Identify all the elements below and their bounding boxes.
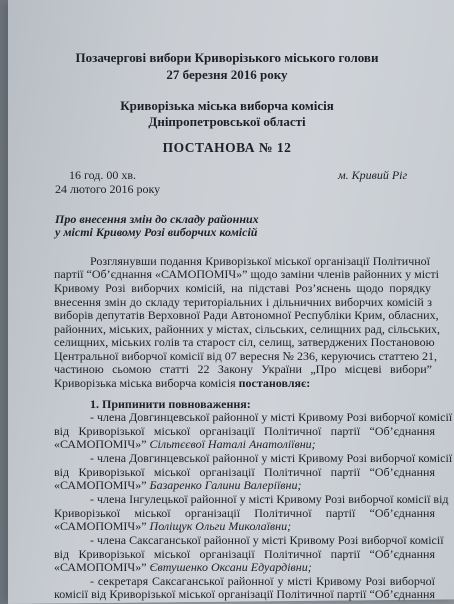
resolution-date: 24 лютого 2016 року [55, 182, 161, 196]
preamble-line: партії “Об’єднання «САМОПОМІЧ»” щодо заміни членів районних у місті [54, 267, 439, 281]
preamble-line: внесення змін до складу територіальних і дільничних виборчих комісій з [54, 295, 432, 309]
item-name-line [54, 479, 301, 492]
preamble-line: селищних, міських голів та старост сіл, селищ, затверджених Постановою [54, 335, 435, 349]
resolution-city: м. Кривий Ріг [338, 168, 408, 182]
item-name-prefix: «САМОПОМІЧ»” [54, 478, 150, 492]
item-person-name: Базаренко Галини Валеріївни; [149, 478, 302, 492]
item-org: від Криворізької міської організації Політичної партії “Об’єднання [54, 424, 435, 438]
preamble-last-plain: Криворізька міська виборча комісія [54, 376, 239, 390]
preamble-line: Кривому Розі виборчих комісій, на підставі Роз’яснень щодо порядку [54, 281, 431, 295]
commission-region: Дніпропетровської області [148, 114, 306, 129]
preamble-line: виборів депутатів Верховної Ради Автономної Республіки Крим, обласних, [54, 308, 439, 322]
commission-name: Криворізька міська виборча комісія [120, 98, 334, 113]
item-role: - члена Інгулецької районної у місті Кривому Розі виборчої комісії від [90, 492, 449, 506]
resolves-word: постановляє: [238, 376, 311, 390]
item-name-prefix: «САМОПОМІЧ»” [54, 560, 150, 574]
item-person-name: Євтушенко Оксани Едуардівни; [149, 560, 312, 574]
item-org: комісії від Криворізької міської організації Політичної партії “Об’єднання [54, 587, 435, 601]
item-name-prefix: «САМОПОМІЧ»” [54, 519, 150, 533]
item-role: - члена Саксаганської районної у місті Кривому Розі виборчої комісії [90, 533, 444, 547]
preamble-last-line [54, 377, 310, 390]
preamble-line: частиною сьомою статті 22 Закону України „Про місцеві вибори” [54, 362, 432, 376]
item-org: Криворізької міської організації Політичної партії “Об’єднання [54, 506, 435, 520]
item-name-line [54, 561, 312, 574]
subject-line-2: у місті Кривому Розі виборчих комісій [55, 225, 258, 239]
preamble-line: Центральної виборчої комісії від 07 вересня № 236, керуючись статтею 21, [54, 349, 437, 363]
section-1-heading: 1. Припинити повноваження: [90, 397, 251, 411]
item-role: - члена Довгинцевської районної у місті Кривому Розі виборчої комісії [90, 410, 453, 424]
subject-line-1: Про внесення змін до складу районних [55, 212, 259, 226]
item-org: від Криворізької міської організації Політичної партії “Об’єднання [54, 547, 435, 561]
item-name-line [54, 438, 316, 451]
resolution-time: 16 год. 00 хв. [69, 168, 137, 182]
item-role: - члена Довгинцевської районної у місті Кривому Розі виборчої комісії [90, 451, 453, 465]
election-date: 27 березня 2016 року [166, 67, 288, 82]
item-name-prefix: «САМОПОМІЧ»” [54, 437, 150, 451]
item-name-line [54, 520, 291, 533]
resolution-title: ПОСТАНОВА № 12 [162, 140, 292, 155]
election-title: Позачергові вибори Криворізького міського голови [75, 50, 379, 65]
item-org: від Криворізької міської організації Політичної партії “Об’єднання [54, 465, 435, 479]
item-person-name: Сільтєєвої Наталі Анатоліївни; [149, 437, 316, 451]
preamble-line: районних, міських, районних у містах, сільських, селищних рад, сільських, [54, 322, 441, 336]
preamble-line: Розглянувши подання Криворізької міської організації Політичної [90, 254, 430, 268]
item-person-name: Поліщук Ольги Миколаївни; [149, 519, 292, 533]
item-role: - секретаря Саксаганської районної у місті Кривому Розі виборчої [90, 574, 435, 588]
